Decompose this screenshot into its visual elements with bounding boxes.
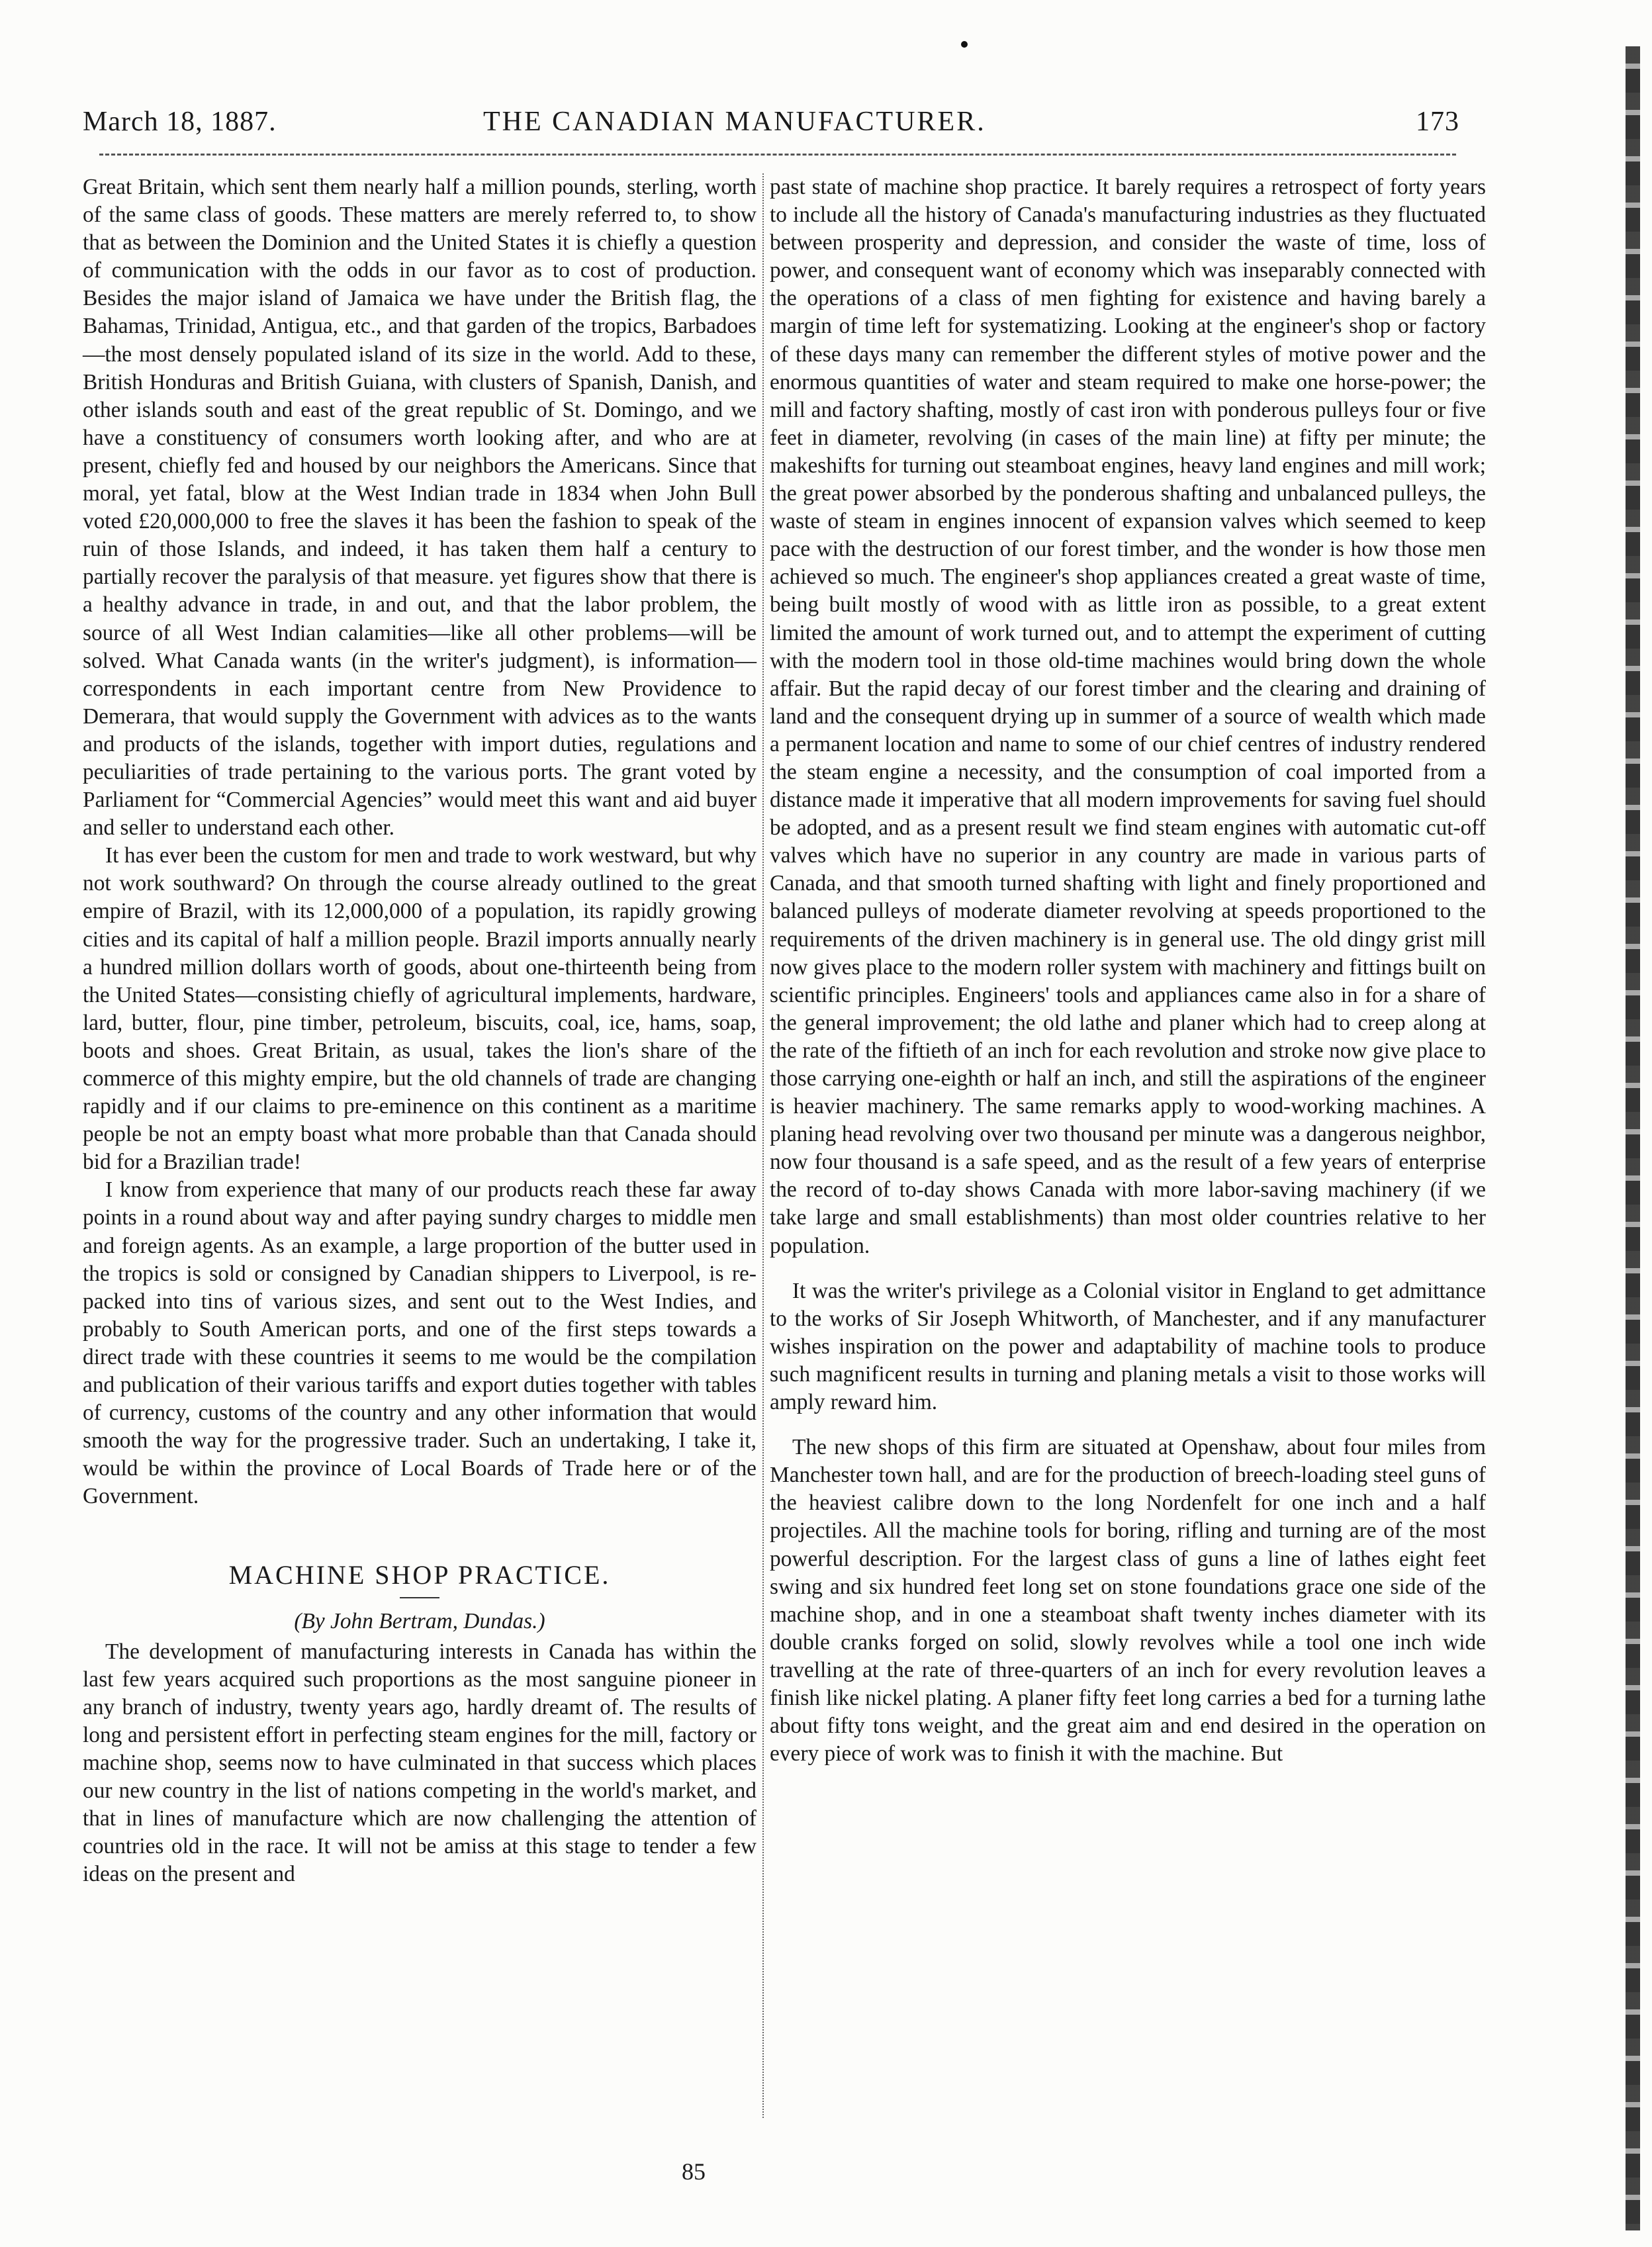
scan-speck <box>961 41 968 48</box>
paragraph-spacer <box>770 1416 1486 1434</box>
title-divider <box>400 1597 439 1598</box>
right-column <box>770 173 1486 1768</box>
signature-number: 85 <box>682 2158 706 2185</box>
section-title: MACHINE SHOP PRACTICE. <box>228 1559 611 1590</box>
paragraph-spacer <box>770 1260 1486 1277</box>
article-paragraph: past state of machine shop practice. It barely requires a retrospect of forty years to include all the history of Canada's manufacturing industries as they fluctuated between prosperity and depression, and consider the waste of time, loss of power, and consequent want of economy which was inseparably connected with the operations of a class of men fighting for existence and having barely a margin of time left for systematizing. Looking at the engineer's shop or factory of these days many can remember the different styles of motive power and the enormous quantities of water and steam required to make one horse-power; the mill and factory shafting, mostly of cast iron with ponderous pulleys four or five feet in diameter, revolving (in cases of the main line) at fifty per minute; the makeshifts for turning out steamboat engines, heavy land engines and mill work; the great power absorbed by the ponderous shafting and unbalanced pulleys, the waste of steam in engines innocent of expansion valves which seemed to keep pace with the destruction of our forest timber, and the wonder is how those men achieved so much. The engineer's shop appliances created a great waste of time, being built mostly of wood with as little iron as possible, to a great extent limited the amount of work turned out, and to attempt the experiment of cutting with the modern tool in those old-time machines would bring down the whole affair. But the rapid decay of our forest timber and the clearing and draining of land and the consequent drying up in summer of a source of wealth which made a permanent location and name to some of our chief centres of industry rendered the steam engine a necessity, and the consumption of coal imported from a distance made it imperative that all modern improvements for saving fuel should be adopted, and as a present result we find steam engines with automatic cut-off valves which have no superior in any country are made in various parts of Canada, and that smooth turned shafting with light and finely proportioned and balanced pulleys of moderate diameter revolving at speeds proportioned to the requirements of the driven machinery is in general use. The old dingy grist mill now gives place to the modern roller system with machinery and fittings built on scientific principles. Engineers' tools and appliances came also in for a share of the general improvement; the old lathe and planer which had to creep along at the rate of the fiftieth of an inch for each revolution and stroke now give place to those carrying one-eighth or half an inch, and still the aspirations of the engineer is heavier machinery. The same remarks apply to wood-working machines. A planing head revolving over two thousand per minute was a dangerous neighbor, now four thousand is a safe speed, and as the result of a few years of enterprise the record of to-day shows Canada with more labor-saving machinery (if we take large and small establishments) than most older countries relative to her population. <box>770 175 1486 1258</box>
header-rule <box>99 154 1456 156</box>
left-column <box>83 173 757 1888</box>
byline: (By John Bertram, Dundas.) <box>294 1608 545 1633</box>
article-paragraph: It was the writer's privilege as a Colonial visitor in England to get admittance to the works of Sir Joseph Whitworth, of Manchester, and if any manufacturer wishes inspiration on the power and adaptability of machine tools to produce such magnificent results in turning and planing metals a visit to those works will amply reward him. <box>770 1278 1486 1415</box>
page-number: 173 <box>1416 107 1459 137</box>
page-header <box>83 106 1459 146</box>
column-divider <box>762 173 764 2118</box>
article-paragraph: The development of manufacturing interests in Canada has within the last few years acquired such proportions as the most sanguine pioneer in any branch of industry, twenty years ago, hardly dreamt of. The results of long and persistent effort in perfecting steam engines for the mill, factory or machine shop, seems now to have culminated in that success which places our new country in the list of nations competing in the world's market, and that in lines of manufacture which are now challenging the attention of countries old in the race. It will not be amiss at this stage to tender a few ideas on the present and <box>83 1639 757 1887</box>
article-paragraph: The new shops of this firm are situated at Openshaw, about four miles from Manchester town hall, and are for the production of breech-loading steel guns of the heaviest calibre down to the long Nordenfelt for one inch and a half projectiles. All the machine tools for boring, rifling and turning are of the most powerful description. For the largest class of guns a line of lathes eight feet swing and six hundred feet long set on stone foundations grace one side of the machine shop, and in one a steamboat shaft twenty inches diameter with its double cranks forged on solid, slowly revolves while a tool one inch wide travelling at the rate of three-quarters of an inch for every revolution leaves a finish like nickel plating. A planer fifty feet long carries a bed for a turning lathe about fifty tons weight, and the great aim and end desired in the operation on every piece of work was to finish it with the machine. But <box>770 1435 1486 1766</box>
article-paragraph: It has ever been the custom for men and trade to work westward, but why not work southward? On through the course already outlined to the great empire of Brazil, with its 12,000,000 of a population, its rapidly growing cities and its capital of half a million people. Brazil imports annually nearly a hundred million dollars worth of goods, about one-thirteenth being from the United States—consisting chiefly of agricultural implements, hardware, lard, butter, flour, pine timber, petroleum, biscuits, coal, ice, hams, soap, boots and shoes. Great Britain, as usual, takes the lion's share of the commerce of this mighty empire, but the old channels of trade are changing rapidly and if our claims to pre-eminence on this continent as a maritime people be not an empty boast what more probable than that Canada should bid for a Brazilian trade! <box>83 843 757 1175</box>
binding-edge <box>1626 46 1640 2230</box>
issue-date: March 18, 1887. <box>83 107 277 137</box>
article-paragraph: Great Britain, which sent them nearly half a million pounds, sterling, worth of the same class of goods. These matters are merely referred to, to show that as between the Dominion and the United States it is chiefly a question of communication with the odds in our favor as to cost of production. Besides the major island of Jamaica we have under the British flag, the Bahamas, Trinidad, Antigua, etc., and that garden of the tropics, Barbadoes—the most densely populated island of its size in the world. Add to these, British Honduras and British Guiana, with clusters of Spanish, Danish, and other islands south and east of the great republic of St. Domingo, and we have a constituency of consumers worth looking after, and who are at present, chiefly fed and housed by our neighbors the Americans. Since that moral, yet fatal, blow at the West Indian trade in 1834 when John Bull voted £20,000,000 to free the slaves it has been the fashion to speak of the ruin of those Islands, and indeed, it has taken them half a century to partially recover the paralysis of that measure. yet figures show that there is a healthy advance in trade, in and out, and that the labor problem, the source of all West Indian calamities—like all other problems—will be solved. What Canada wants (in the writer's judgment), is information—correspondents in each important centre from New Providence to Demerara, that would supply the Government with advices as to the wants and products of the islands, together with import duties, regulations and peculiarities of trade pertaining to the various ports. The grant voted by Parliament for “Commercial Agencies” would meet this want and aid buyer and seller to understand each other. <box>83 175 757 841</box>
journal-title: THE CANADIAN MANUFACTURER. <box>483 107 986 137</box>
article-paragraph: I know from experience that many of our products reach these far away points in a round about way and after paying sundry charges to middle men and foreign agents. As an example, a large proportion of the butter used in the tropics is sold or consigned by Canadian shippers to Liverpool, is re-packed into tins of various sizes, and sent out to the West Indies, and probably to South American ports, and one of the first steps towards a direct trade with these countries it seems to me would be the compilation and publication of their various tariffs and export duties together with tables of currency, customs of the country and any other information that would smooth the way for the progressive trader. Such an undertaking, I take it, would be within the province of Local Boards of Trade here or of the Government. <box>83 1177 757 1509</box>
